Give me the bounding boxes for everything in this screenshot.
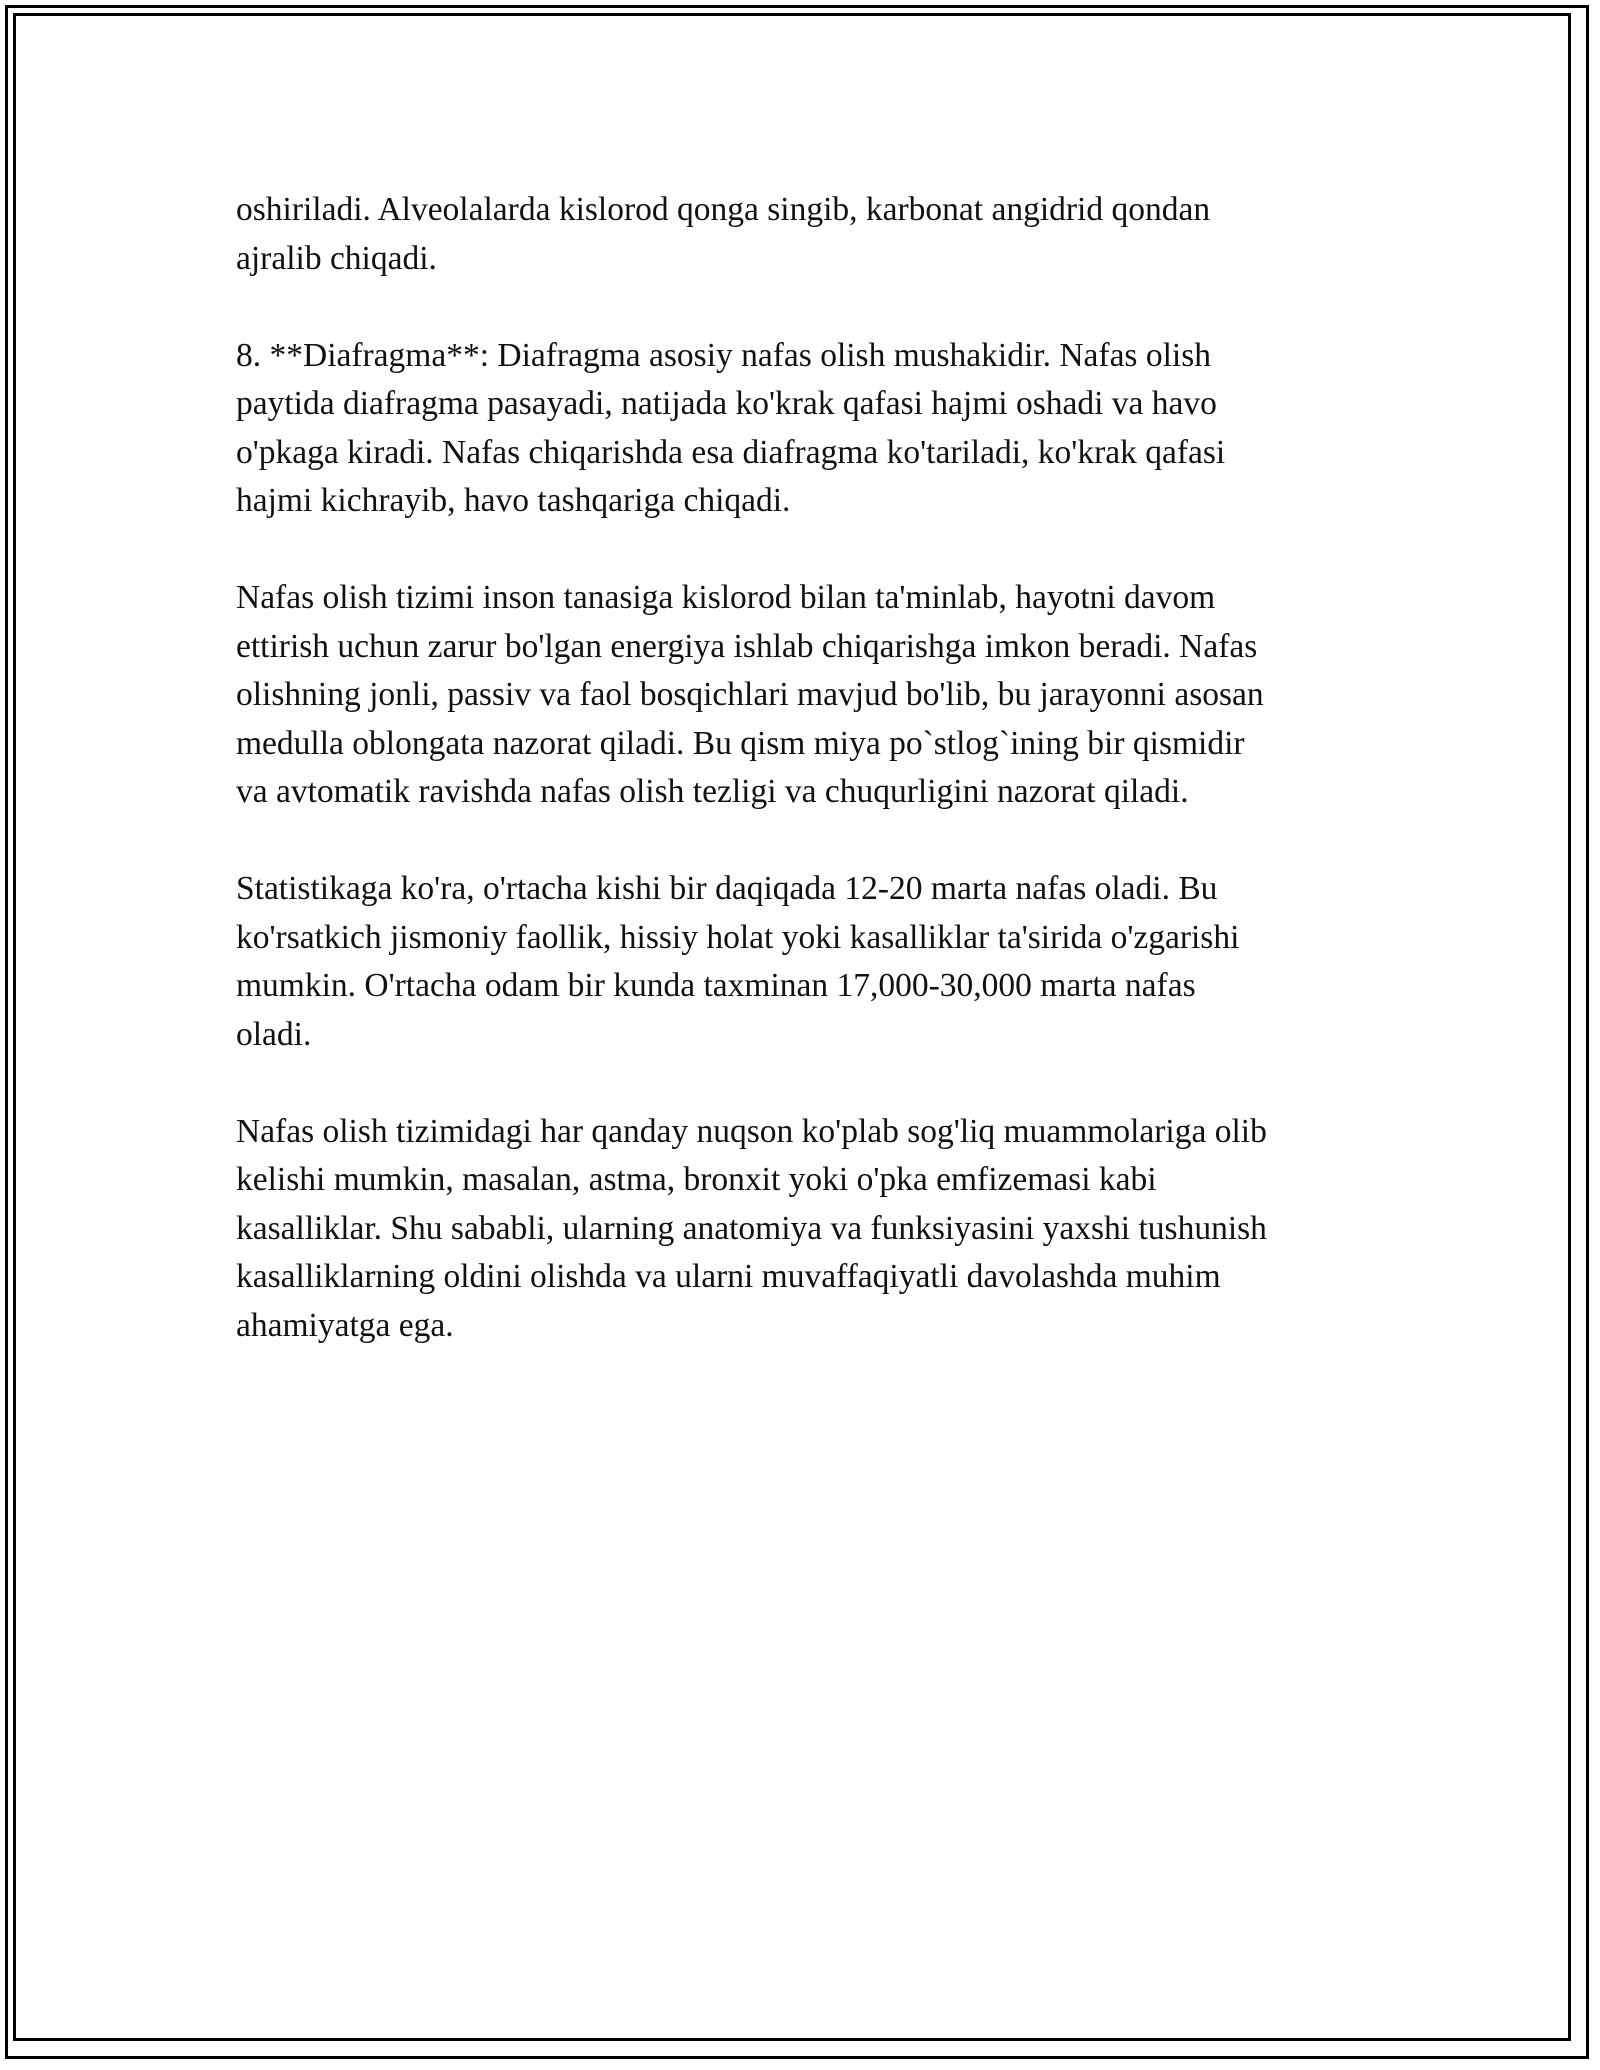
text-line: o'pkaga kiradi. Nafas chiqarishda esa diafragma ko'tariladi, ko'krak qafasi (236, 433, 1226, 471)
text-line: ettirish uchun zarur bo'lgan energiya ishlab chiqarishga imkon beradi. Nafas (236, 627, 1258, 665)
paragraph-respiratory-system (236, 574, 1396, 817)
text-line: kasalliklar. Shu sababli, ularning anatomiya va funksiyasini yaxshi tushunish (236, 1209, 1267, 1247)
text-line: kelishi mumkin, masalan, astma, bronxit yoki o'pka emfizemasi kabi (236, 1161, 1157, 1198)
text-line: Statistikaga ko'ra, o'rtacha kishi bir daqiqada 12-20 marta nafas oladi. Bu (236, 870, 1218, 907)
text-line: oladi. (236, 1015, 312, 1053)
text-line: mumkin. O'rtacha odam bir kunda taxminan 17,000-30,000 marta nafas (236, 967, 1196, 1004)
text-line: olishning jonli, passiv va faol bosqichlari mavjud bo'lib, bu jarayonni asosan (236, 676, 1264, 713)
text-line: paytida diafragma pasayadi, natijada ko'krak qafasi hajmi oshadi va havo (236, 385, 1217, 422)
paragraph-diafragma (236, 332, 1396, 526)
text-line: Nafas olish tizimidagi har qanday nuqson ko'plab sog'liq muammolariga olib (236, 1112, 1267, 1150)
text-line: 8. **Diafragma**: Diafragma asosiy nafas olish mushakidir. Nafas olish (236, 336, 1212, 374)
text-line: Nafas olish tizimi inson tanasiga kislorod bilan ta'minlab, hayotni davom (236, 579, 1216, 616)
paragraph-alveoli-continuation (236, 186, 1396, 283)
text-line: ajralib chiqadi. (236, 239, 437, 277)
text-line: kasalliklarning oldini olishda va ularni muvaffaqiyatli davolashda muhim (236, 1258, 1221, 1295)
document-body (236, 186, 1396, 1399)
text-line: ahamiyatga ega. (236, 1306, 454, 1344)
text-line: hajmi kichrayib, havo tashqariga chiqadi. (236, 482, 791, 519)
text-line: medulla oblongata nazorat qiladi. Bu qism miya po`stlog`ining bir qismidir (236, 724, 1245, 762)
text-line: va avtomatik ravishda nafas olish tezligi va chuqurligini nazorat qiladi. (236, 773, 1189, 810)
paragraph-statistics (236, 865, 1396, 1059)
paragraph-defects (236, 1108, 1396, 1351)
text-line: ko'rsatkich jismoniy faollik, hissiy holat yoki kasalliklar ta'sirida o'zgarishi (236, 918, 1240, 956)
text-line: oshiriladi. Alveolalarda kislorod qonga singib, karbonat angidrid qondan (236, 191, 1211, 228)
